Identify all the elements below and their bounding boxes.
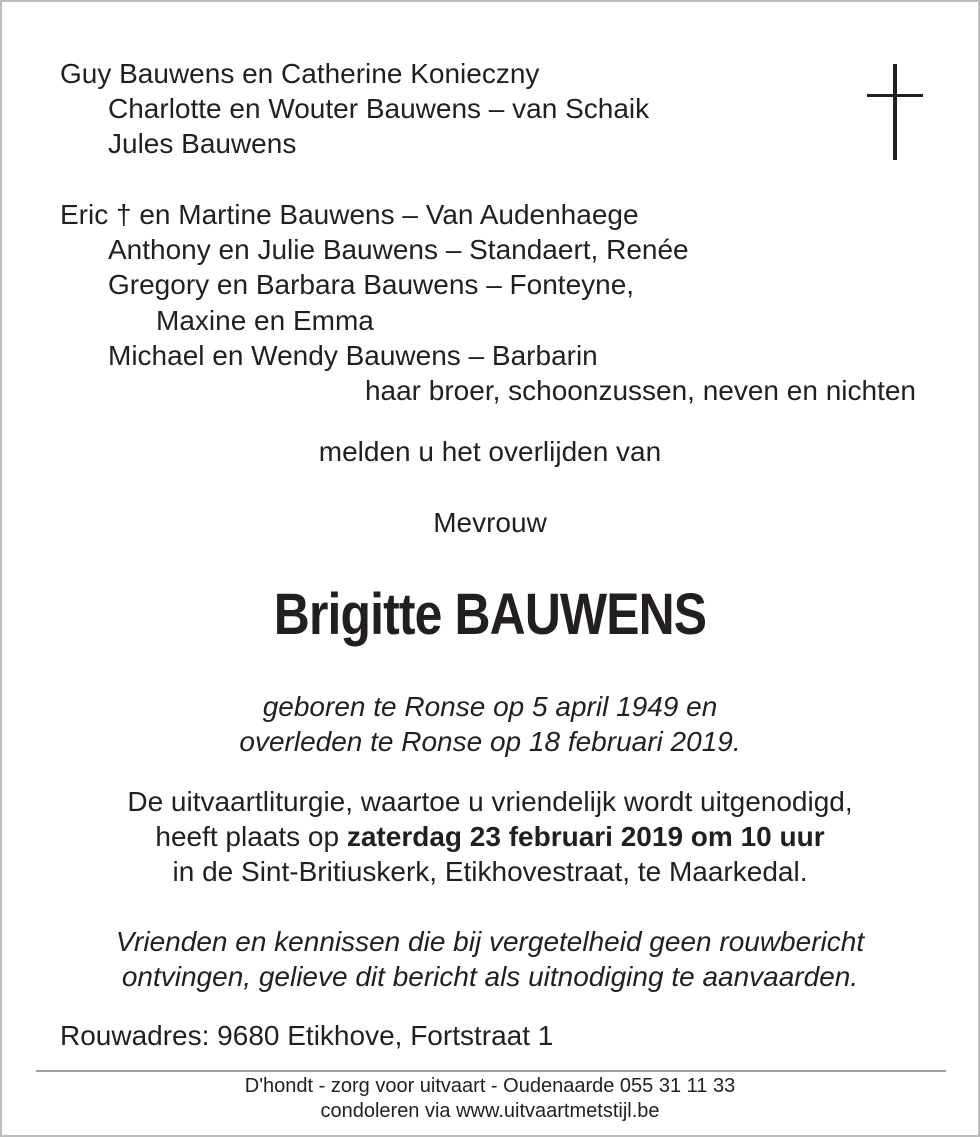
undertaker-line: D'hondt - zorg voor uitvaart - Oudenaarde 055 31 11 33 [244,1075,736,1097]
announcement: melden u het overlijden van [318,436,662,467]
family-line: Anthony en Julie Bauwens – Standaert, Renée [108,234,689,265]
birth-line: geboren te Ronse op 5 april 1949 en [262,691,718,722]
funeral-line: De uitvaartliturgie, waartoe u vriendelijk wordt uitgenodigd, [127,786,853,817]
funeral-date-prefix: heeft plaats op [155,821,347,852]
family-line: Eric † en Martine Bauwens – Van Audenhaege [60,199,639,230]
funeral-date-line [2,820,978,854]
death-line: overleden te Ronse op 18 februari 2019. [239,726,741,757]
deceased-name: Brigitte BAUWENS [273,582,707,647]
family-line: Guy Bauwens en Catherine Konieczny [60,58,540,89]
family-line: Michael en Wendy Bauwens – Barbarin [108,340,598,371]
condolence-line: condoleren via www.uitvaartmetstijl.be [320,1100,660,1122]
family-line: Jules Bauwens [108,128,297,159]
footer-divider [36,1070,946,1072]
mourning-address: Rouwadres: 9680 Etikhove, Fortstraat 1 [60,1020,554,1051]
invitation-line: ontvingen, gelieve dit bericht als uitnodiging te aanvaarden. [121,961,859,992]
family-line: Gregory en Barbara Bauwens – Fonteyne, [108,269,635,300]
honorific: Mevrouw [433,507,547,538]
invitation-line: Vrienden en kennissen die bij vergetelheid geen rouwbericht [115,926,865,957]
relatives-line: haar broer, schoonzussen, neven en nichten [364,375,916,406]
family-line: Maxine en Emma [156,305,374,336]
cross-icon [867,64,923,160]
funeral-location: in de Sint-Britiuskerk, Etikhovestraat, te Maarkedal. [172,856,808,887]
family-line: Charlotte en Wouter Bauwens – van Schaik [108,93,650,124]
funeral-date: zaterdag 23 februari 2019 om 10 uur [346,821,825,852]
